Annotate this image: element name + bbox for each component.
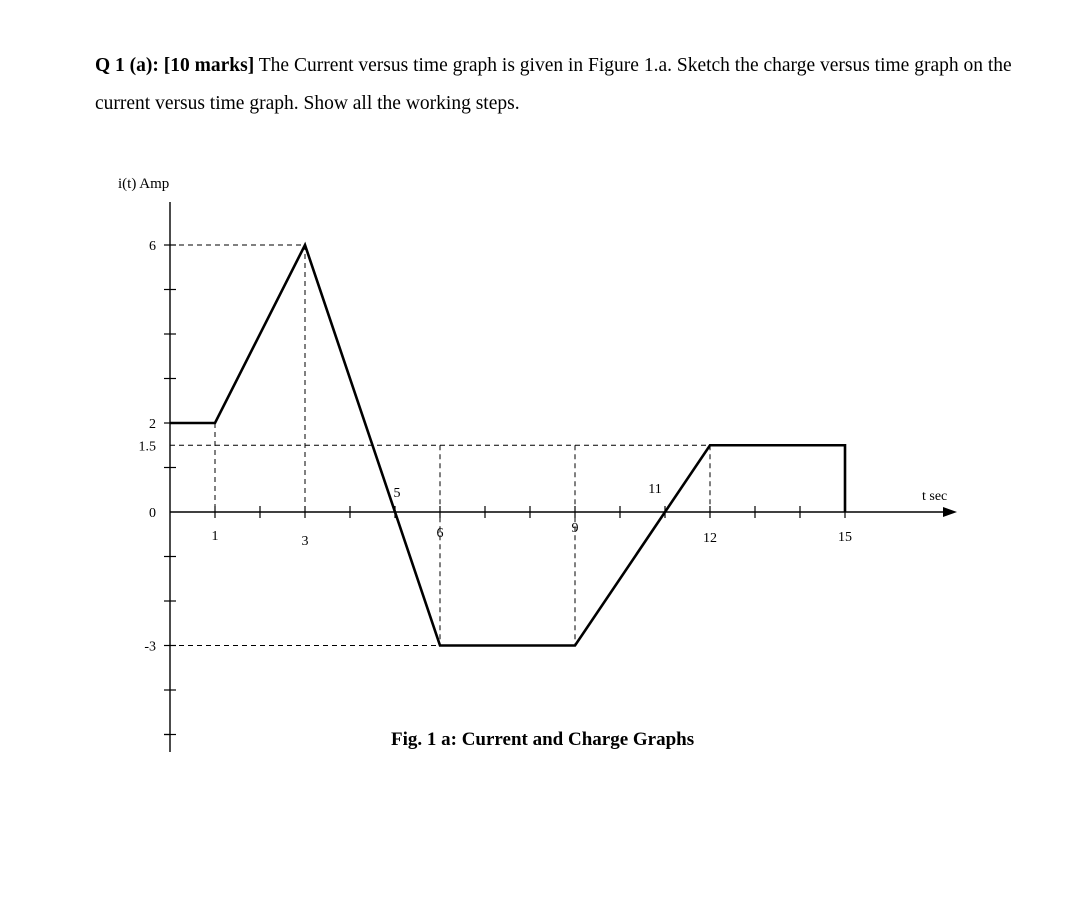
y-tick-label: 0: [149, 506, 156, 521]
x-tick-label: 1: [211, 529, 219, 544]
y-tick-label: -3: [144, 639, 156, 655]
y-tick-label: 6: [149, 239, 156, 254]
x-tick-label: 15: [838, 530, 852, 545]
y-axis-label: i(t) Amp: [118, 176, 170, 192]
x-tick-label: 11: [648, 482, 662, 497]
question-marks: [10 marks]: [163, 55, 255, 76]
x-tick-label: 5: [393, 486, 401, 501]
question-body: The Current versus time graph is given in Figure 1.a. Sketch the charge versus time graph on the current versus time graph. Show all the working steps.: [95, 55, 1012, 114]
x-axis-label: t sec: [922, 489, 948, 504]
x-tick-label: 6: [436, 526, 444, 541]
question-label: Q 1 (a):: [95, 55, 159, 76]
x-axis-arrow: [943, 507, 957, 517]
x-tick-label: 3: [301, 534, 309, 549]
y-tick-label: 1.5: [138, 439, 156, 455]
figure-caption: Fig. 1 a: Current and Charge Graphs: [391, 729, 695, 750]
x-tick-label: 12: [703, 531, 717, 546]
x-tick-label: 9: [571, 521, 579, 536]
y-tick-label: 2: [149, 417, 156, 432]
